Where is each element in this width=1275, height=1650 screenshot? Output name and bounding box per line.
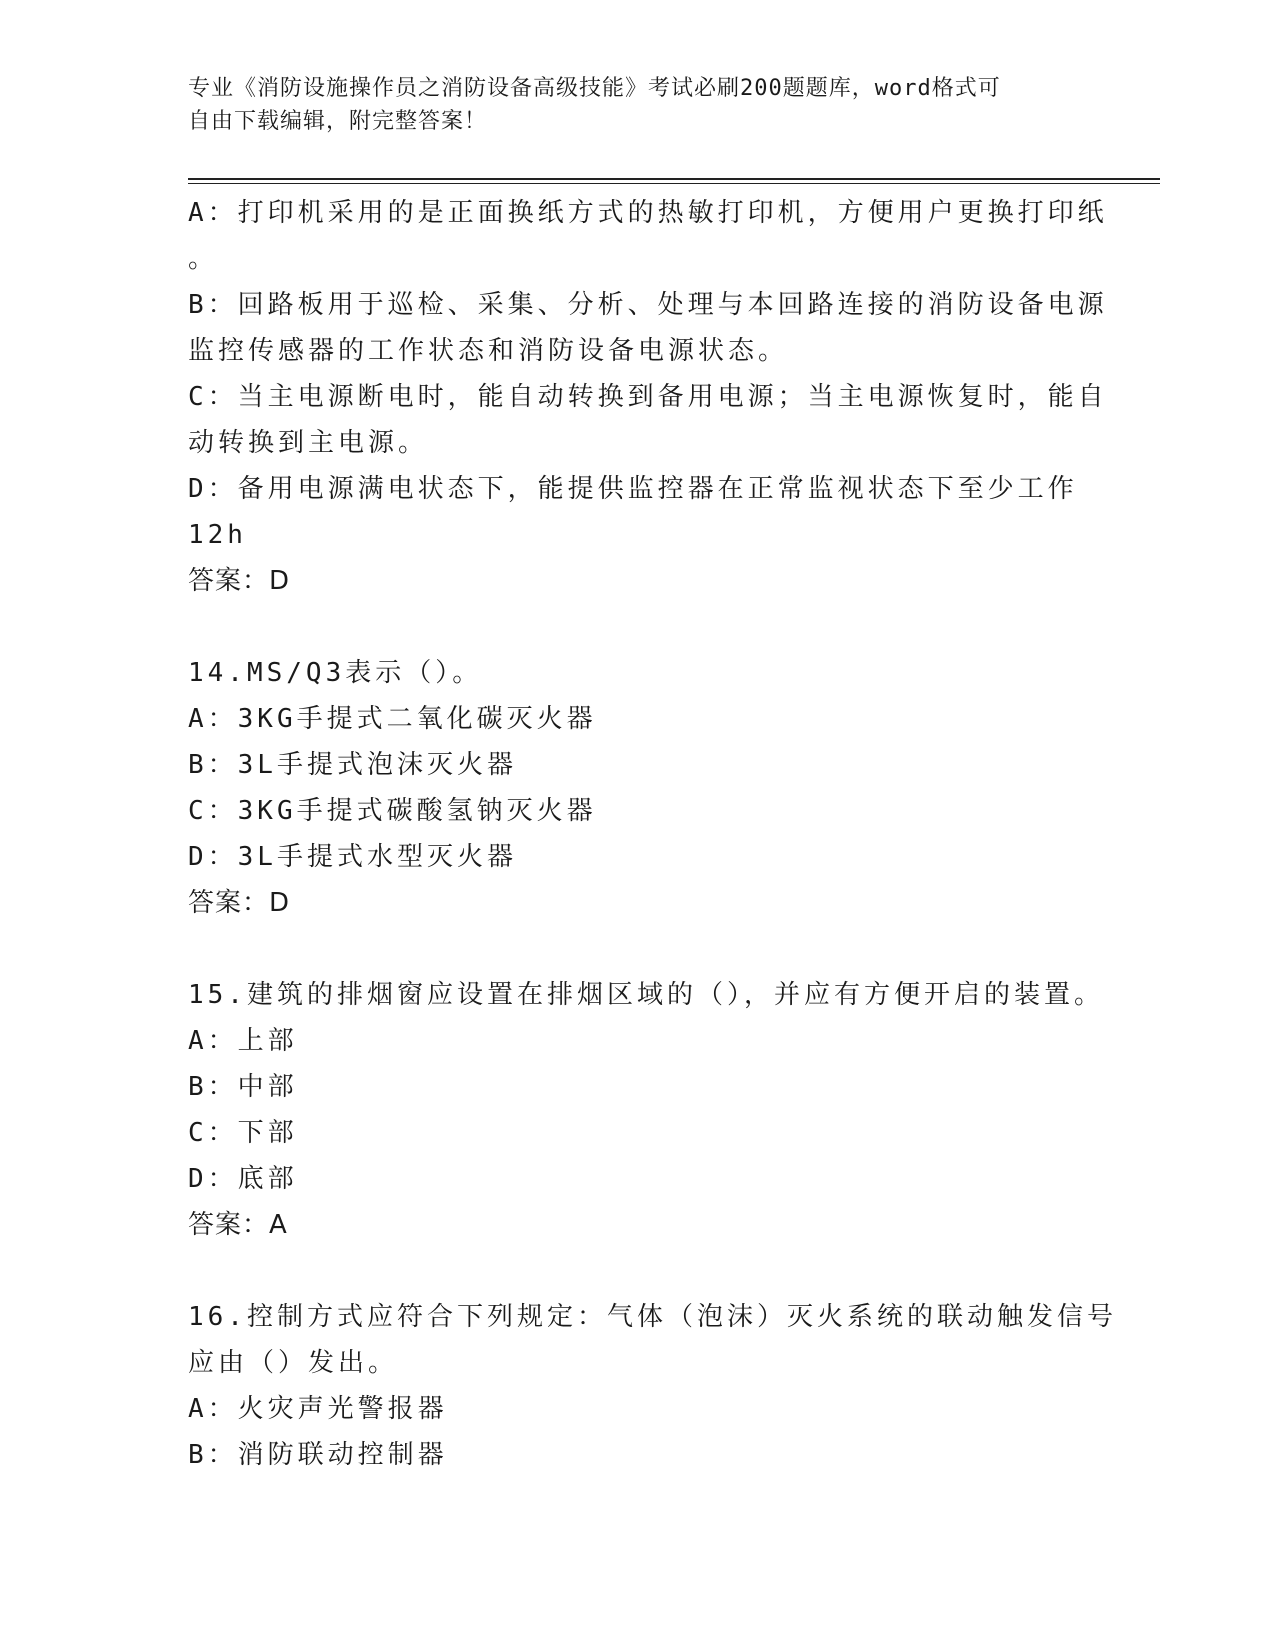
question-15 (188, 972, 1104, 1248)
option-a: A：3KG手提式二氧化碳灭火器 (188, 704, 597, 734)
spacer (188, 1248, 1088, 1294)
option-a: A：上部 (188, 1026, 298, 1056)
answer-13: 答案：D (188, 566, 291, 596)
spacer (188, 604, 1088, 650)
option-d-line-2: 12h (188, 520, 247, 550)
option-c: C：下部 (188, 1118, 298, 1148)
option-d-line-1: D：备用电源满电状态下，能提供监控器在正常监视状态下至少工作 (188, 474, 1078, 504)
answer-14: 答案：D (188, 888, 291, 918)
option-a-line-1: A：打印机采用的是正面换纸方式的热敏打印机，方便用户更换打印纸 (188, 198, 1108, 228)
header-divider-thin (188, 183, 1160, 184)
option-b: B：3L手提式泡沫灭火器 (188, 750, 517, 780)
option-c: C：3KG手提式碳酸氢钠灭火器 (188, 796, 597, 826)
header-divider-thick (188, 178, 1160, 180)
option-d: D：3L手提式水型灭火器 (188, 842, 517, 872)
question-list (188, 190, 1117, 1478)
option-b: B：消防联动控制器 (188, 1440, 448, 1470)
question-16-text-line-1: 16.控制方式应符合下列规定：气体（泡沫）灭火系统的联动触发信号 (188, 1302, 1117, 1332)
answer-15: 答案：A (188, 1210, 288, 1240)
header-line-1: 专业《消防设施操作员之消防设备高级技能》考试必刷200题题库，word格式可 (188, 76, 1001, 101)
option-b-line-2: 监控传感器的工作状态和消防设备电源状态。 (188, 336, 789, 366)
option-c-line-2: 动转换到主电源。 (188, 428, 429, 458)
option-a-line-2: 。 (188, 244, 219, 274)
option-c-line-1: C：当主电源断电时，能自动转换到备用电源；当主电源恢复时，能自 (188, 382, 1108, 412)
header-line-2: 自由下载编辑，附完整答案！ (188, 109, 488, 134)
question-13-continued (188, 190, 1108, 604)
question-15-text: 15.建筑的排烟窗应设置在排烟区域的（），并应有方便开启的装置。 (188, 980, 1104, 1010)
option-d: D：底部 (188, 1164, 298, 1194)
option-b-line-1: B：回路板用于巡检、采集、分析、处理与本回路连接的消防设备电源 (188, 290, 1108, 320)
question-14-text: 14.MS/Q3表示（）。 (188, 658, 483, 688)
question-14 (188, 650, 1088, 926)
question-16 (188, 1294, 1117, 1478)
option-b: B：中部 (188, 1072, 298, 1102)
document-header (188, 72, 1088, 138)
question-16-text-line-2: 应由（）发出。 (188, 1348, 399, 1378)
spacer (188, 926, 1088, 972)
option-a: A：火灾声光警报器 (188, 1394, 448, 1424)
